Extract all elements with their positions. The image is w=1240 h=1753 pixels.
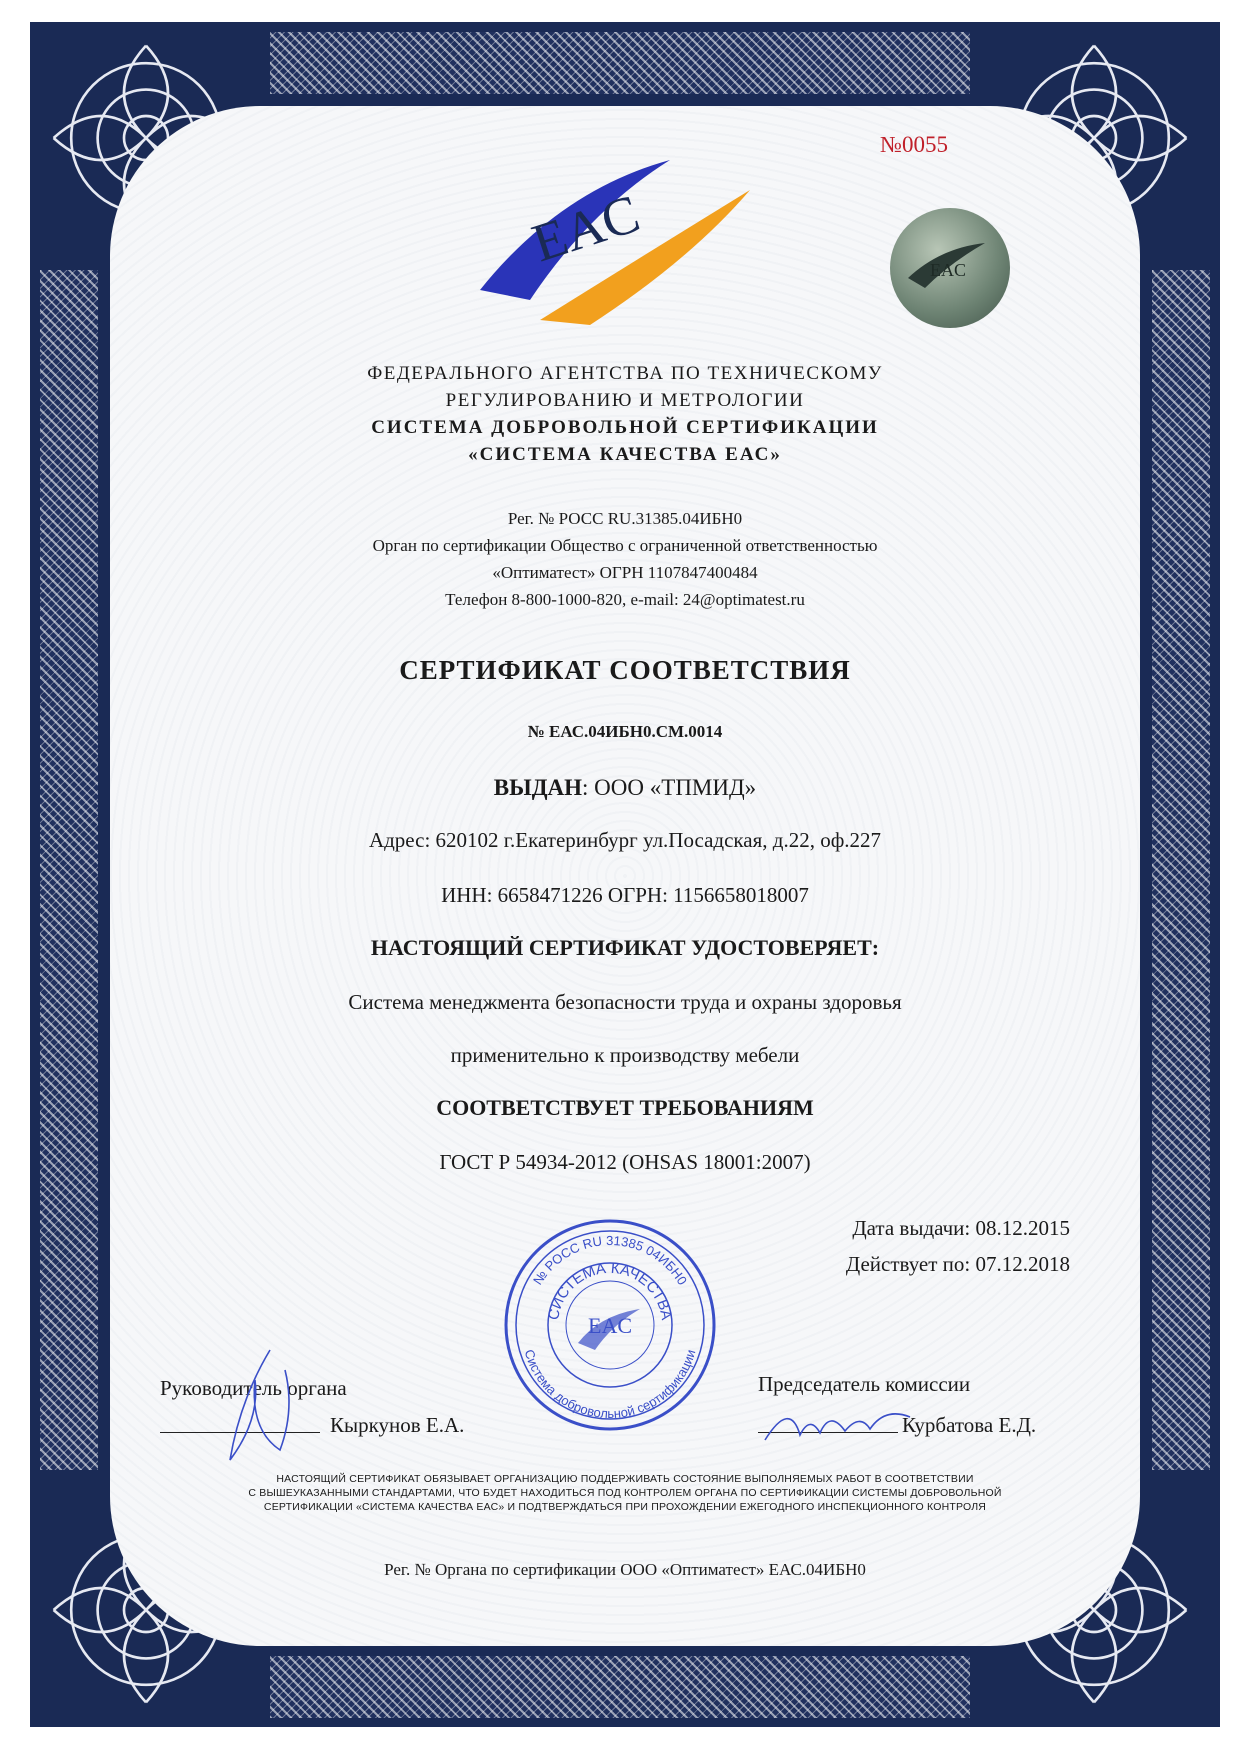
guilloche-border-top [270, 32, 970, 94]
standard-reference: ГОСТ Р 54934-2012 (OHSAS 18001:2007) [439, 1150, 811, 1174]
seal-system-text: СИСТЕМА КАЧЕСТВА [545, 1259, 675, 1322]
right-signatory-role: Председатель комиссии [758, 1372, 971, 1396]
valid-until-date: Действует по: 07.12.2018 [845, 1252, 1070, 1276]
seal-center-letters: EAC [588, 1313, 632, 1338]
left-signatory-role: Руководитель органа [160, 1376, 347, 1400]
obligation-notice [160, 1472, 1090, 1514]
confirms-heading: НАСТОЯЩИЙ СЕРТИФИКАТ УДОСТОВЕРЯЕТ: [370, 935, 880, 960]
holder-tax-ids: ИНН: 6658471226 ОГРН: 1156658018007 [441, 883, 809, 907]
certification-body-line-2: «Оптиматест» ОГРН 1107847400484 [492, 563, 758, 582]
left-handwritten-signature [200, 1340, 320, 1480]
holographic-sticker-letters: EAC [930, 260, 966, 280]
seal-bottom-text: Система добровольной сертификации [521, 1347, 699, 1422]
guilloche-border-right [1152, 270, 1210, 1470]
guilloche-border-left [40, 270, 98, 1470]
system-line-2: «СИСТЕМА КАЧЕСТВА ЕАС» [468, 444, 782, 465]
system-line-1: СИСТЕМА ДОБРОВОЛЬНОЙ СЕРТИФИКАЦИИ [371, 417, 879, 438]
right-handwritten-signature [760, 1395, 920, 1455]
holder-address: Адрес: 620102 г.Екатеринбург ул.Посадская, д.22, оф.227 [368, 828, 882, 852]
eac-logo [470, 150, 760, 325]
seal-registration-text: № РОСС RU 31385 04ИБН0 [529, 1232, 691, 1288]
agency-line-2: РЕГУЛИРОВАНИЮ И МЕТРОЛОГИИ [445, 390, 805, 411]
scope-line-2: применительно к производству мебели [450, 1043, 800, 1067]
agency-line-1: ФЕДЕРАЛЬНОГО АГЕНТСТВА ПО ТЕХНИЧЕСКОМУ [367, 363, 883, 384]
notice-line-3: СЕРТИФИКАЦИИ «СИСТЕМА КАЧЕСТВА ЕАС» И ПОДТВЕРЖДАТЬСЯ ПРИ ПРОХОЖДЕНИИ ЕЖЕГОДНОГО ИНСПЕКЦИОННОГО КОНТРОЛЯ [263, 1501, 987, 1513]
validity-dates [790, 1210, 1070, 1282]
guilloche-border-bottom [270, 1656, 970, 1718]
certificate-registration-number: № ЕАС.04ИБН0.СМ.0014 [527, 722, 723, 741]
certificate-serial-number: №0055 [880, 132, 948, 157]
issued-to [110, 775, 1140, 801]
certification-system-name [110, 414, 1140, 468]
certification-body-info [110, 505, 1140, 613]
document-title: СЕРТИФИКАТ СООТВЕТСТВИЯ [399, 655, 851, 685]
registration-number: Рег. № РОСС RU.31385.04ИБН0 [507, 509, 743, 528]
notice-line-2: С ВЫШЕУКАЗАННЫМИ СТАНДАРТАМИ, ЧТО БУДЕТ НАХОДИТЬСЯ ПОД КОНТРОЛЕМ ОРГАНА ПО СЕРТИФИКАЦИИ СИСТЕМЫ ДОБРОВОЛЬНОЙ [248, 1487, 1002, 1499]
right-signatory-name: Курбатова Е.Д. [902, 1413, 1037, 1437]
issued-label: ВЫДАН [493, 775, 583, 800]
certification-body-line-1: Орган по сертификации Общество с ограниченной ответственностью [372, 536, 878, 555]
scope-line-1: Система менеджмента безопасности труда и охраны здоровья [348, 990, 902, 1014]
issued-value: : ООО «ТПМИД» [582, 775, 757, 800]
complies-heading: СООТВЕТСТВУЕТ ТРЕБОВАНИЯМ [436, 1095, 814, 1120]
left-signatory-name: Кыркунов Е.А. [330, 1413, 465, 1437]
issue-date: Дата выдачи: 08.12.2015 [852, 1216, 1070, 1240]
holographic-sticker [890, 208, 1010, 328]
agency-name [110, 360, 1140, 414]
footer-registration: Рег. № Органа по сертификации ООО «Оптиматест» ЕАС.04ИБН0 [384, 1560, 866, 1579]
certification-body-contacts: Телефон 8-800-1000-820, e-mail: 24@optimatest.ru [445, 590, 805, 609]
notice-line-1: НАСТОЯЩИЙ СЕРТИФИКАТ ОБЯЗЫВАЕТ ОРГАНИЗАЦИЮ ПОДДЕРЖИВАТЬ СОСТОЯНИЕ ВЫПОЛНЯЕМЫХ РАБОТ В СООТВЕТСТВИИ [276, 1473, 974, 1485]
eac-logo-letters: EAC [525, 182, 647, 274]
official-seal [500, 1215, 720, 1435]
